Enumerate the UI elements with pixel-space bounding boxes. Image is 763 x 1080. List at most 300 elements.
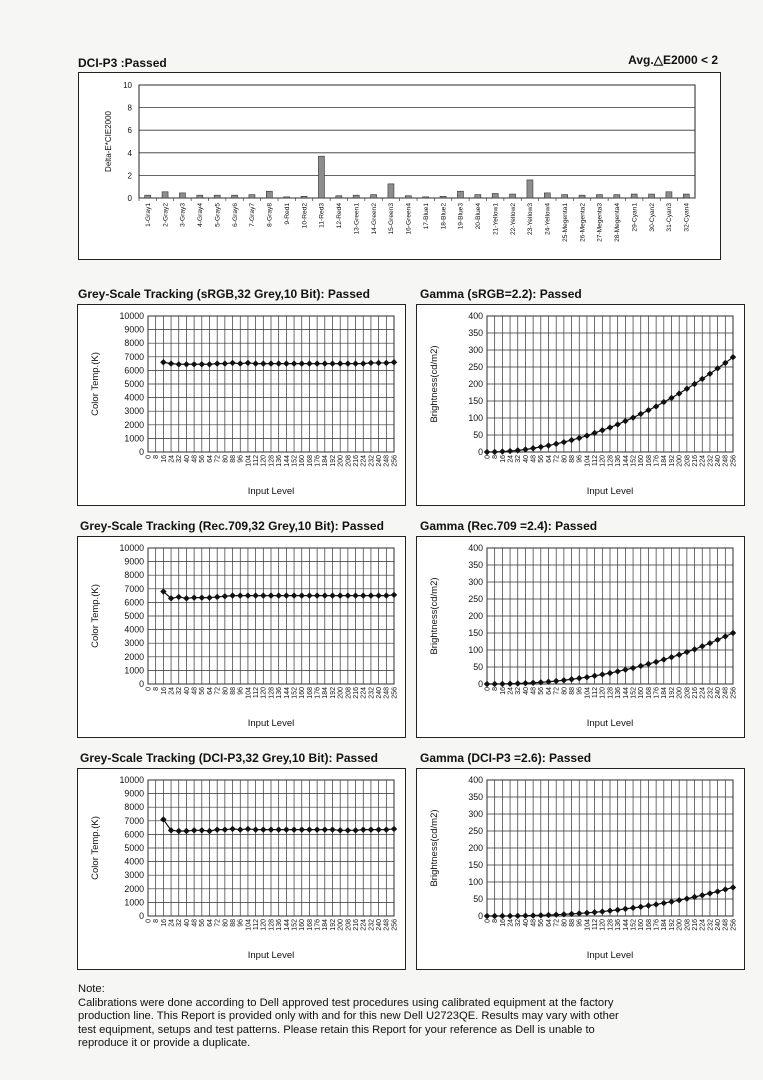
x-tick-label: 144: [622, 455, 630, 467]
x-axis-label: Input Level: [247, 486, 295, 497]
x-tick-label: 224: [699, 455, 707, 467]
x-tick-label: 256: [730, 919, 738, 931]
dcip3-grey-tracking-chart: [78, 769, 405, 969]
x-tick-label: 15-Green3: [388, 203, 396, 235]
x-tick-label: 48: [191, 687, 199, 695]
note-block: [78, 983, 728, 1051]
x-tick-label: 240: [715, 687, 723, 699]
x-tick-label: 104: [584, 687, 592, 699]
bar: [318, 156, 324, 198]
y-tick-label: 8: [127, 103, 132, 113]
x-tick-label: 176: [653, 919, 661, 931]
dcip3-grey-frame: [77, 768, 406, 970]
y-tick-label: 6000: [124, 365, 144, 376]
x-tick-label: 72: [214, 455, 222, 463]
y-tick-label: 250: [468, 826, 483, 836]
y-tick-label: 0: [478, 447, 483, 457]
chart-title-dcip3-grey: Grey-Scale Tracking (DCI-P3,32 Grey,10 Bit): Passed: [80, 751, 378, 765]
y-tick-label: 1000: [124, 665, 144, 676]
x-tick-label: 96: [576, 919, 584, 927]
y-tick-label: 4000: [124, 624, 144, 635]
x-tick-label: 120: [260, 919, 268, 931]
x-tick-label: 176: [314, 687, 322, 699]
y-axis-label: Color Temp.(K): [90, 584, 101, 648]
x-tick-label: 128: [607, 919, 615, 931]
x-tick-label: 29-Cyan1: [631, 203, 639, 232]
x-axis-label: Input Level: [247, 718, 295, 729]
y-tick-label: 7000: [124, 351, 144, 362]
x-tick-label: 31-Cyan3: [666, 203, 674, 232]
y-tick-label: 5000: [124, 843, 144, 853]
y-tick-label: 2000: [124, 651, 144, 662]
x-tick-label: 152: [630, 455, 638, 467]
x-tick-label: 256: [391, 687, 399, 699]
note-line: Calibrations were done according to Dell approved test procedures using calibrated equipment at the factory: [78, 996, 614, 1009]
x-tick-label: 1-Gray1: [144, 203, 152, 227]
x-tick-label: 80: [222, 919, 230, 927]
y-tick-label: 0: [139, 911, 144, 921]
x-tick-label: 160: [638, 919, 646, 931]
dcip3-gamma-frame: [416, 768, 745, 970]
x-tick-label: 16-Green4: [405, 203, 413, 235]
x-tick-label: 128: [268, 919, 276, 931]
x-tick-label: 216: [352, 687, 360, 699]
x-tick-label: 200: [676, 455, 684, 467]
x-tick-label: 80: [561, 919, 569, 927]
x-tick-label: 19-Blue3: [457, 203, 465, 230]
x-tick-label: 184: [322, 687, 330, 699]
y-tick-label: 250: [468, 362, 483, 372]
dcip3-gamma-chart: [417, 769, 744, 969]
y-tick-label: 0: [127, 194, 132, 203]
bar: [423, 197, 429, 198]
x-tick-label: 184: [661, 687, 669, 699]
x-tick-label: 168: [645, 687, 653, 699]
x-tick-label: 232: [368, 455, 376, 467]
plot-area: [139, 85, 695, 198]
x-tick-label: 192: [329, 455, 337, 467]
y-tick-label: 350: [468, 792, 483, 802]
y-tick-label: 0: [139, 447, 144, 457]
x-tick-label: 240: [376, 687, 384, 699]
y-tick-label: 6000: [124, 597, 144, 608]
x-tick-label: 64: [206, 687, 214, 695]
x-tick-label: 208: [684, 919, 692, 931]
x-tick-label: 32: [176, 919, 184, 927]
y-tick-label: 10000: [119, 543, 144, 553]
y-axis-label: Brightness(cd/m2): [429, 577, 440, 655]
y-tick-label: 0: [478, 679, 483, 689]
x-tick-label: 40: [522, 687, 530, 695]
y-tick-label: 3000: [124, 406, 144, 417]
chart-title-dcip3-gamma: Gamma (DCI-P3 =2.6): Passed: [420, 751, 592, 765]
x-tick-label: 104: [584, 919, 592, 931]
x-tick-label: 136: [615, 687, 623, 699]
y-tick-label: 4: [127, 148, 132, 158]
bar: [249, 195, 255, 198]
x-tick-label: 72: [214, 687, 222, 695]
x-tick-label: 160: [638, 455, 646, 467]
y-tick-label: 5000: [124, 379, 144, 389]
y-tick-label: 350: [468, 328, 483, 338]
x-tick-label: 80: [222, 687, 230, 695]
x-tick-label: 248: [722, 687, 730, 699]
x-tick-label: 96: [237, 919, 245, 927]
x-tick-label: 8-Gray8: [266, 203, 274, 227]
x-tick-label: 136: [276, 919, 284, 931]
y-tick-label: 100: [468, 877, 483, 887]
x-tick-label: 176: [314, 455, 322, 467]
x-tick-label: 192: [668, 687, 676, 699]
bar: [510, 194, 516, 198]
y-tick-label: 7000: [124, 815, 144, 826]
x-tick-label: 24: [507, 919, 515, 927]
x-tick-label: 88: [229, 455, 237, 463]
x-tick-label: 152: [291, 919, 299, 931]
x-tick-label: 88: [568, 919, 576, 927]
x-tick-label: 208: [684, 455, 692, 467]
y-tick-label: 250: [468, 594, 483, 604]
y-tick-label: 200: [468, 843, 483, 853]
x-tick-label: 16: [160, 687, 168, 695]
x-tick-label: 128: [607, 455, 615, 467]
y-tick-label: 8000: [124, 338, 144, 349]
y-tick-label: 8000: [124, 570, 144, 581]
chart-title-rec709-grey: Grey-Scale Tracking (Rec.709,32 Grey,10 Bit): Passed: [80, 519, 384, 533]
x-tick-label: 112: [592, 919, 600, 931]
x-tick-label: 72: [553, 919, 561, 927]
x-tick-label: 8: [492, 919, 500, 923]
x-tick-label: 240: [376, 455, 384, 467]
x-tick-label: 56: [199, 919, 207, 927]
x-tick-label: 32: [515, 919, 523, 927]
x-tick-label: 20-Blue4: [475, 203, 483, 230]
y-tick-label: 300: [468, 577, 483, 587]
x-tick-label: 216: [691, 919, 699, 931]
x-tick-label: 28-Megenta4: [614, 203, 622, 242]
y-tick-label: 300: [468, 809, 483, 819]
x-tick-label: 17-Blue1: [422, 203, 430, 230]
y-tick-label: 50: [473, 662, 483, 672]
x-tick-label: 104: [245, 919, 253, 931]
x-tick-label: 152: [630, 919, 638, 931]
x-tick-label: 104: [584, 455, 592, 467]
x-tick-label: 168: [645, 455, 653, 467]
bar: [614, 195, 620, 198]
x-tick-label: 176: [314, 919, 322, 931]
y-tick-label: 150: [468, 860, 483, 870]
x-tick-label: 56: [538, 687, 546, 695]
x-tick-label: 21-Yellow1: [492, 203, 500, 236]
x-axis-label: Input Level: [586, 718, 634, 729]
y-tick-label: 200: [468, 379, 483, 389]
x-tick-label: 88: [229, 687, 237, 695]
x-tick-label: 136: [615, 455, 623, 467]
y-tick-label: 6000: [124, 829, 144, 840]
x-tick-label: 56: [538, 455, 546, 463]
x-tick-label: 56: [538, 919, 546, 927]
y-tick-label: 2000: [124, 419, 144, 430]
x-tick-label: 136: [276, 687, 284, 699]
report-title: DCI-P3 :Passed: [78, 56, 167, 70]
x-tick-label: 64: [206, 455, 214, 463]
x-tick-label: 128: [268, 687, 276, 699]
x-tick-label: 32: [176, 687, 184, 695]
x-tick-label: 0: [145, 455, 153, 459]
y-tick-label: 50: [473, 894, 483, 904]
x-tick-label: 192: [668, 455, 676, 467]
x-tick-label: 256: [391, 455, 399, 467]
x-tick-label: 224: [699, 919, 707, 931]
x-tick-label: 0: [484, 919, 492, 923]
x-tick-label: 120: [260, 455, 268, 467]
x-axis-label: Input Level: [586, 950, 634, 961]
bar: [214, 195, 220, 198]
rec709-grey-tracking-chart: [78, 537, 405, 737]
x-tick-label: 112: [592, 687, 600, 699]
x-tick-label: 40: [183, 687, 191, 695]
x-tick-label: 88: [568, 687, 576, 695]
y-tick-label: 5000: [124, 611, 144, 621]
delta-e-chart-frame: [78, 72, 721, 260]
x-tick-label: 80: [561, 687, 569, 695]
note-line: test equipment, setups and test patterns. Please retain this Report for your reference as Dell is unable to: [78, 1023, 595, 1036]
bar: [631, 194, 637, 198]
x-tick-label: 232: [707, 919, 715, 931]
y-tick-label: 0: [478, 911, 483, 921]
y-tick-label: 4000: [124, 856, 144, 867]
x-tick-label: 8: [153, 687, 161, 691]
y-tick-label: 150: [468, 396, 483, 406]
x-tick-label: 5-Gray5: [214, 203, 222, 227]
x-tick-label: 208: [345, 687, 353, 699]
bar: [145, 195, 151, 198]
y-tick-label: 50: [473, 430, 483, 440]
y-tick-label: 1000: [124, 433, 144, 444]
x-tick-label: 16: [499, 687, 507, 695]
x-tick-label: 248: [383, 687, 391, 699]
y-tick-label: 100: [468, 413, 483, 423]
x-tick-label: 200: [337, 919, 345, 931]
x-tick-label: 56: [199, 687, 207, 695]
bar: [353, 195, 359, 198]
x-tick-label: 8: [153, 455, 161, 459]
y-tick-label: 7000: [124, 583, 144, 594]
x-tick-label: 3-Gray3: [179, 203, 187, 227]
x-tick-label: 88: [229, 919, 237, 927]
x-tick-label: 144: [283, 687, 291, 699]
x-tick-label: 144: [283, 455, 291, 467]
x-tick-label: 56: [199, 455, 207, 463]
x-tick-label: 208: [345, 455, 353, 467]
y-tick-label: 300: [468, 345, 483, 355]
x-tick-label: 11-Red3: [318, 203, 326, 228]
x-tick-label: 200: [676, 919, 684, 931]
x-tick-label: 7-Gray7: [249, 203, 257, 227]
x-tick-label: 224: [360, 687, 368, 699]
x-tick-label: 80: [561, 455, 569, 463]
note-heading: Note:: [78, 983, 105, 995]
y-tick-label: 6: [127, 126, 132, 136]
bar: [405, 196, 411, 198]
y-axis-label: Color Temp.(K): [90, 352, 101, 416]
y-tick-label: 9000: [124, 788, 144, 799]
x-tick-label: 32: [176, 455, 184, 463]
x-tick-label: 22-Yellow2: [509, 203, 517, 236]
y-tick-label: 3000: [124, 638, 144, 649]
x-tick-label: 160: [299, 455, 307, 467]
x-tick-label: 232: [707, 455, 715, 467]
bar: [440, 196, 446, 198]
x-tick-label: 216: [691, 687, 699, 699]
x-axis-label: Input Level: [586, 486, 634, 497]
y-tick-label: 350: [468, 560, 483, 570]
x-tick-label: 168: [306, 919, 314, 931]
x-tick-label: 200: [676, 687, 684, 699]
x-tick-label: 4-Gray4: [197, 203, 205, 227]
y-axis-label: Brightness(cd/m2): [429, 809, 440, 887]
y-tick-label: 100: [468, 645, 483, 655]
x-tick-label: 64: [545, 455, 553, 463]
x-tick-label: 10-Red2: [301, 203, 309, 229]
x-tick-label: 80: [222, 455, 230, 463]
bar: [475, 195, 481, 198]
x-tick-label: 8: [153, 919, 161, 923]
chart-title-rec709-gamma: Gamma (Rec.709 =2.4): Passed: [420, 519, 598, 533]
x-tick-label: 224: [360, 455, 368, 467]
bar: [666, 192, 672, 198]
x-tick-label: 16: [499, 455, 507, 463]
x-tick-label: 27-Megenta3: [596, 203, 604, 242]
bar: [649, 194, 655, 198]
x-tick-label: 6-Gray6: [231, 203, 239, 227]
x-tick-label: 14-Green2: [370, 203, 378, 235]
x-tick-label: 72: [214, 919, 222, 927]
x-tick-label: 240: [715, 455, 723, 467]
y-tick-label: 10000: [119, 311, 144, 321]
x-tick-label: 112: [592, 455, 600, 467]
x-tick-label: 128: [268, 455, 276, 467]
x-tick-label: 25-Megenta1: [561, 203, 569, 242]
x-tick-label: 48: [530, 687, 538, 695]
x-tick-label: 32: [515, 455, 523, 463]
x-tick-label: 256: [391, 919, 399, 931]
x-tick-label: 40: [183, 919, 191, 927]
x-tick-label: 104: [245, 687, 253, 699]
x-tick-label: 184: [661, 455, 669, 467]
x-tick-label: 48: [530, 919, 538, 927]
y-tick-label: 4000: [124, 392, 144, 403]
x-tick-label: 112: [253, 687, 261, 699]
x-tick-label: 176: [653, 455, 661, 467]
x-tick-label: 216: [352, 919, 360, 931]
delta-e-bar-chart: [79, 73, 720, 259]
x-tick-label: 200: [337, 687, 345, 699]
bar: [301, 196, 307, 198]
x-axis-label: Input Level: [247, 950, 295, 961]
x-tick-label: 144: [622, 919, 630, 931]
x-tick-label: 216: [352, 455, 360, 467]
chart-title-srgb-gamma: Gamma (sRGB=2.2): Passed: [420, 287, 582, 301]
x-tick-label: 8: [492, 687, 500, 691]
x-tick-label: 24: [507, 455, 515, 463]
x-tick-label: 128: [607, 687, 615, 699]
x-tick-label: 48: [530, 455, 538, 463]
x-tick-label: 8: [492, 455, 500, 459]
bar: [197, 195, 203, 198]
x-tick-label: 168: [645, 919, 653, 931]
bar: [179, 193, 185, 198]
bar: [388, 184, 394, 198]
x-tick-label: 72: [553, 455, 561, 463]
x-tick-label: 40: [183, 455, 191, 463]
x-tick-label: 96: [576, 455, 584, 463]
x-tick-label: 224: [360, 919, 368, 931]
y-tick-label: 200: [468, 611, 483, 621]
y-tick-label: 400: [468, 775, 483, 785]
x-tick-label: 0: [145, 687, 153, 691]
x-tick-label: 168: [306, 455, 314, 467]
x-tick-label: 30-Cyan2: [648, 203, 656, 232]
y-axis-label: Color Temp.(K): [90, 816, 101, 880]
x-tick-label: 24: [507, 687, 515, 695]
x-tick-label: 184: [661, 919, 669, 931]
y-tick-label: 10: [123, 81, 132, 90]
x-tick-label: 18-Blue2: [440, 203, 448, 230]
x-tick-label: 248: [383, 919, 391, 931]
bar: [527, 180, 533, 198]
y-tick-label: 150: [468, 628, 483, 638]
bar: [683, 194, 689, 198]
y-tick-label: 0: [139, 679, 144, 689]
x-tick-label: 136: [615, 919, 623, 931]
x-tick-label: 32: [515, 687, 523, 695]
x-tick-label: 256: [730, 687, 738, 699]
srgb-grey-frame: [77, 304, 406, 506]
bar: [336, 196, 342, 198]
y-tick-label: 9000: [124, 556, 144, 567]
y-tick-label: 1000: [124, 897, 144, 908]
x-tick-label: 120: [599, 455, 607, 467]
x-tick-label: 160: [638, 687, 646, 699]
x-tick-label: 248: [722, 919, 730, 931]
x-tick-label: 16: [160, 455, 168, 463]
bar: [579, 195, 585, 198]
x-tick-label: 120: [260, 687, 268, 699]
x-tick-label: 112: [253, 455, 261, 467]
x-tick-label: 240: [715, 919, 723, 931]
x-tick-label: 96: [237, 687, 245, 695]
rec709-gamma-chart: [417, 537, 744, 737]
x-tick-label: 24-Yellow4: [544, 203, 552, 236]
x-tick-label: 224: [699, 687, 707, 699]
note-line: production line. This Report is provided only with and for this new Dell U2723QE. Results may vary with other: [78, 1010, 619, 1022]
x-tick-label: 192: [668, 919, 676, 931]
x-tick-label: 64: [545, 919, 553, 927]
srgb-gamma-chart: [417, 305, 744, 505]
x-tick-label: 152: [291, 455, 299, 467]
x-tick-label: 64: [206, 919, 214, 927]
x-tick-label: 12-Red4: [336, 203, 344, 229]
y-tick-label: 2000: [124, 883, 144, 894]
chart-title-srgb-grey: Grey-Scale Tracking (sRGB,32 Grey,10 Bit): Passed: [78, 287, 370, 301]
rec709-gamma-frame: [416, 536, 745, 738]
x-tick-label: 136: [276, 455, 284, 467]
x-tick-label: 232: [368, 687, 376, 699]
avg-delta-e-criterion: Avg.△E2000 < 2: [628, 53, 718, 67]
x-tick-label: 192: [329, 687, 337, 699]
y-axis-label: Brightness(cd/m2): [429, 345, 440, 423]
